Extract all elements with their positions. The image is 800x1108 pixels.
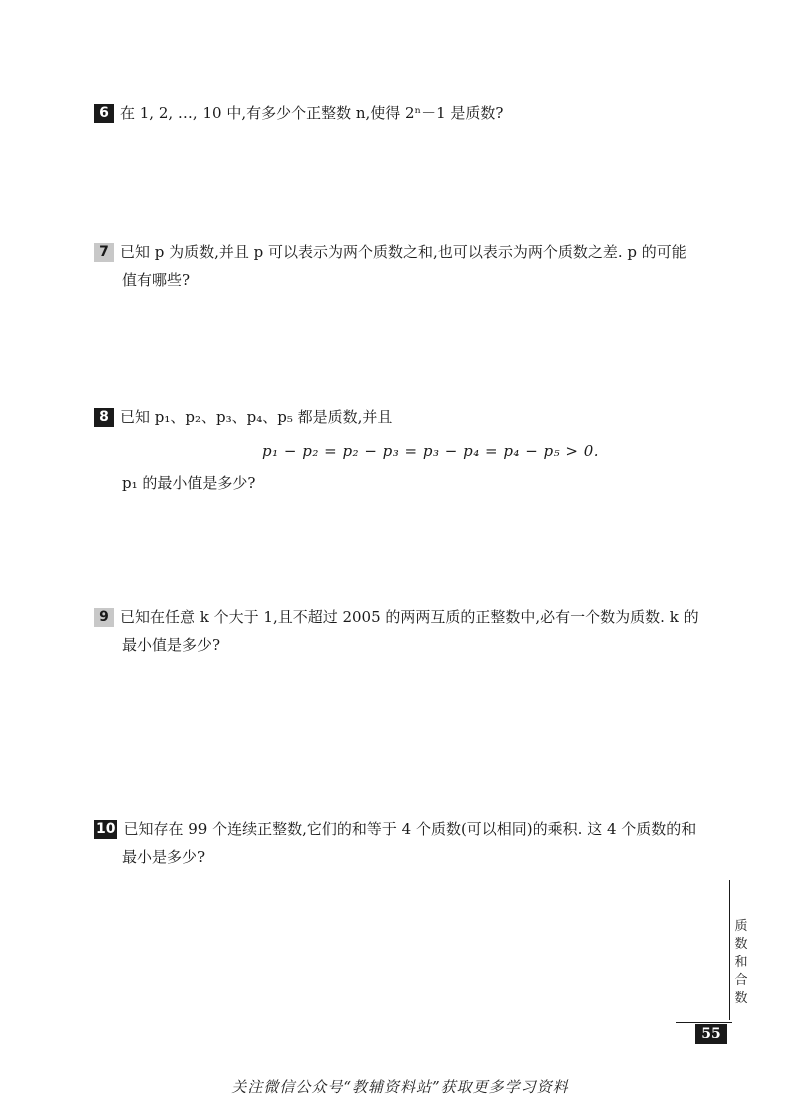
problem-6 — [94, 99, 734, 127]
equation: p₁ − p₂ = p₂ − p₃ = p₃ − p₄ = p₄ − p₅ > 0. — [262, 442, 600, 460]
page-number-rule — [676, 1022, 732, 1023]
problem-text: 已知在任意 k 个大于 1,且不超过 2005 的两两互质的正整数中,必有一个数为质数. k 的 — [120, 608, 699, 626]
problem-10 — [94, 815, 734, 871]
problem-number-badge: 9 — [94, 608, 114, 627]
problem-text: 已知存在 99 个连续正整数,它们的和等于 4 个质数(可以相同)的乘积. 这 4 个质数的和 — [123, 820, 697, 838]
problem-number-badge: 8 — [94, 408, 114, 427]
problem-text: 最小值是多少? — [122, 636, 221, 654]
problem-text: 已知 p 为质数,并且 p 可以表示为两个质数之和,也可以表示为两个质数之差. p 的可能 — [120, 243, 687, 261]
problem-7 — [94, 238, 734, 294]
page-number: 55 — [695, 1024, 727, 1044]
chapter-side-label — [733, 918, 749, 1008]
footer-watermark: 关注微信公众号“教辅资料站”获取更多学习资料 — [231, 1078, 569, 1096]
problem-text: 在 1, 2, …, 10 中,有多少个正整数 n,使得 2ⁿ－1 是质数? — [120, 104, 504, 122]
problem-text: 值有哪些? — [122, 271, 191, 289]
problem-number-badge: 10 — [96, 821, 116, 837]
problem-8 — [94, 403, 734, 497]
side-label-char: 和 — [734, 955, 748, 970]
side-label-char: 数 — [734, 991, 748, 1006]
problem-number-badge: 7 — [94, 243, 114, 262]
problem-number-badge: 6 — [94, 104, 114, 123]
side-rule — [729, 880, 730, 1020]
side-label-char: 合 — [734, 973, 748, 988]
problem-9 — [94, 603, 734, 659]
side-label-char: 质 — [734, 919, 748, 934]
problem-text: 已知 p₁、p₂、p₃、p₄、p₅ 都是质数,并且 — [120, 408, 393, 426]
side-label-char: 数 — [734, 937, 748, 952]
problem-text: 最小是多少? — [122, 848, 206, 866]
problem-text: p₁ 的最小值是多少? — [122, 474, 256, 492]
